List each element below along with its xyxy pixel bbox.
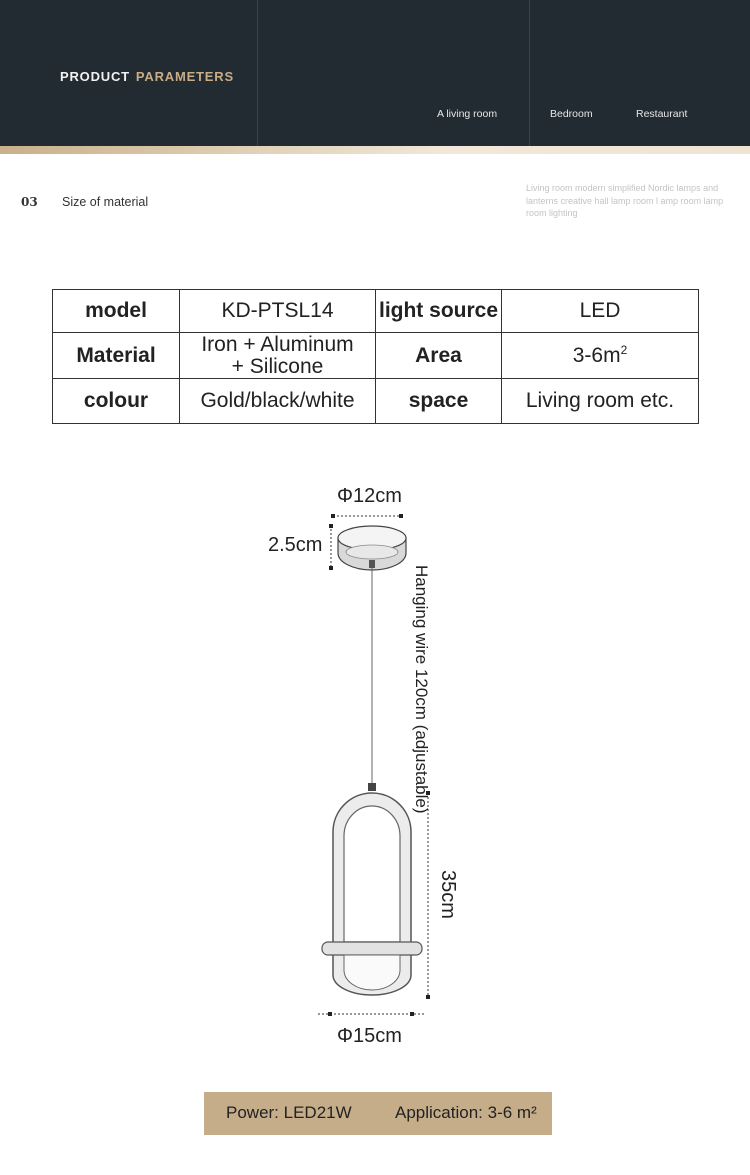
dim-marker	[426, 995, 430, 999]
tab-restaurant[interactable]: Restaurant	[636, 108, 688, 120]
cell-key: space	[376, 379, 502, 424]
wire-length-label: Hanging wire 120cm (adjustable)	[412, 565, 431, 814]
cell-value: LED	[502, 290, 699, 333]
dim-marker	[331, 514, 335, 518]
tab-bedroom[interactable]: Bedroom	[550, 108, 593, 120]
area-value: 3-6m	[572, 344, 621, 367]
canopy-height-label: 2.5cm	[268, 534, 323, 556]
cell-value: KD-PTSL14	[180, 290, 376, 333]
dim-marker	[328, 1012, 332, 1016]
canopy-diameter-label: Φ12cm	[337, 485, 402, 507]
dim-marker	[329, 524, 333, 528]
cell-key: Area	[376, 333, 502, 379]
lamp-height-label: 35cm	[437, 870, 459, 919]
material-line: Iron + Aluminum	[201, 332, 354, 356]
wire-connector	[368, 783, 376, 791]
lamp-width-label: Φ15cm	[337, 1025, 402, 1047]
area-superscript: 2	[620, 343, 628, 357]
section-title: Size of material	[62, 195, 149, 209]
section-description: Living room modern simplified Nordic lamps and lanterns creative hall lamp room l amp room lamp room lighting	[526, 183, 724, 218]
dim-marker	[329, 566, 333, 570]
cell-value: Living room etc.	[502, 379, 699, 424]
dim-marker	[399, 514, 403, 518]
dim-marker	[410, 1012, 414, 1016]
spec-footer-bar	[204, 1092, 552, 1135]
cell-key: Material	[53, 333, 180, 379]
title-product: PRODUCT	[60, 69, 130, 84]
ceiling-canopy	[338, 526, 406, 570]
cell-value: Gold/black/white	[180, 379, 376, 424]
tab-living-room[interactable]: A living room	[437, 108, 498, 120]
section-number: 03	[21, 195, 38, 209]
cell-key: light source	[376, 290, 502, 333]
lamp-body	[322, 793, 422, 995]
cell-key: model	[53, 290, 180, 333]
title-parameters: PARAMETERS	[135, 69, 234, 84]
cell-key: colour	[53, 379, 180, 424]
material-line: + Silicone	[231, 354, 324, 378]
application-label: Application: 3-6 m²	[395, 1103, 537, 1122]
power-label: Power: LED21W	[226, 1103, 352, 1122]
